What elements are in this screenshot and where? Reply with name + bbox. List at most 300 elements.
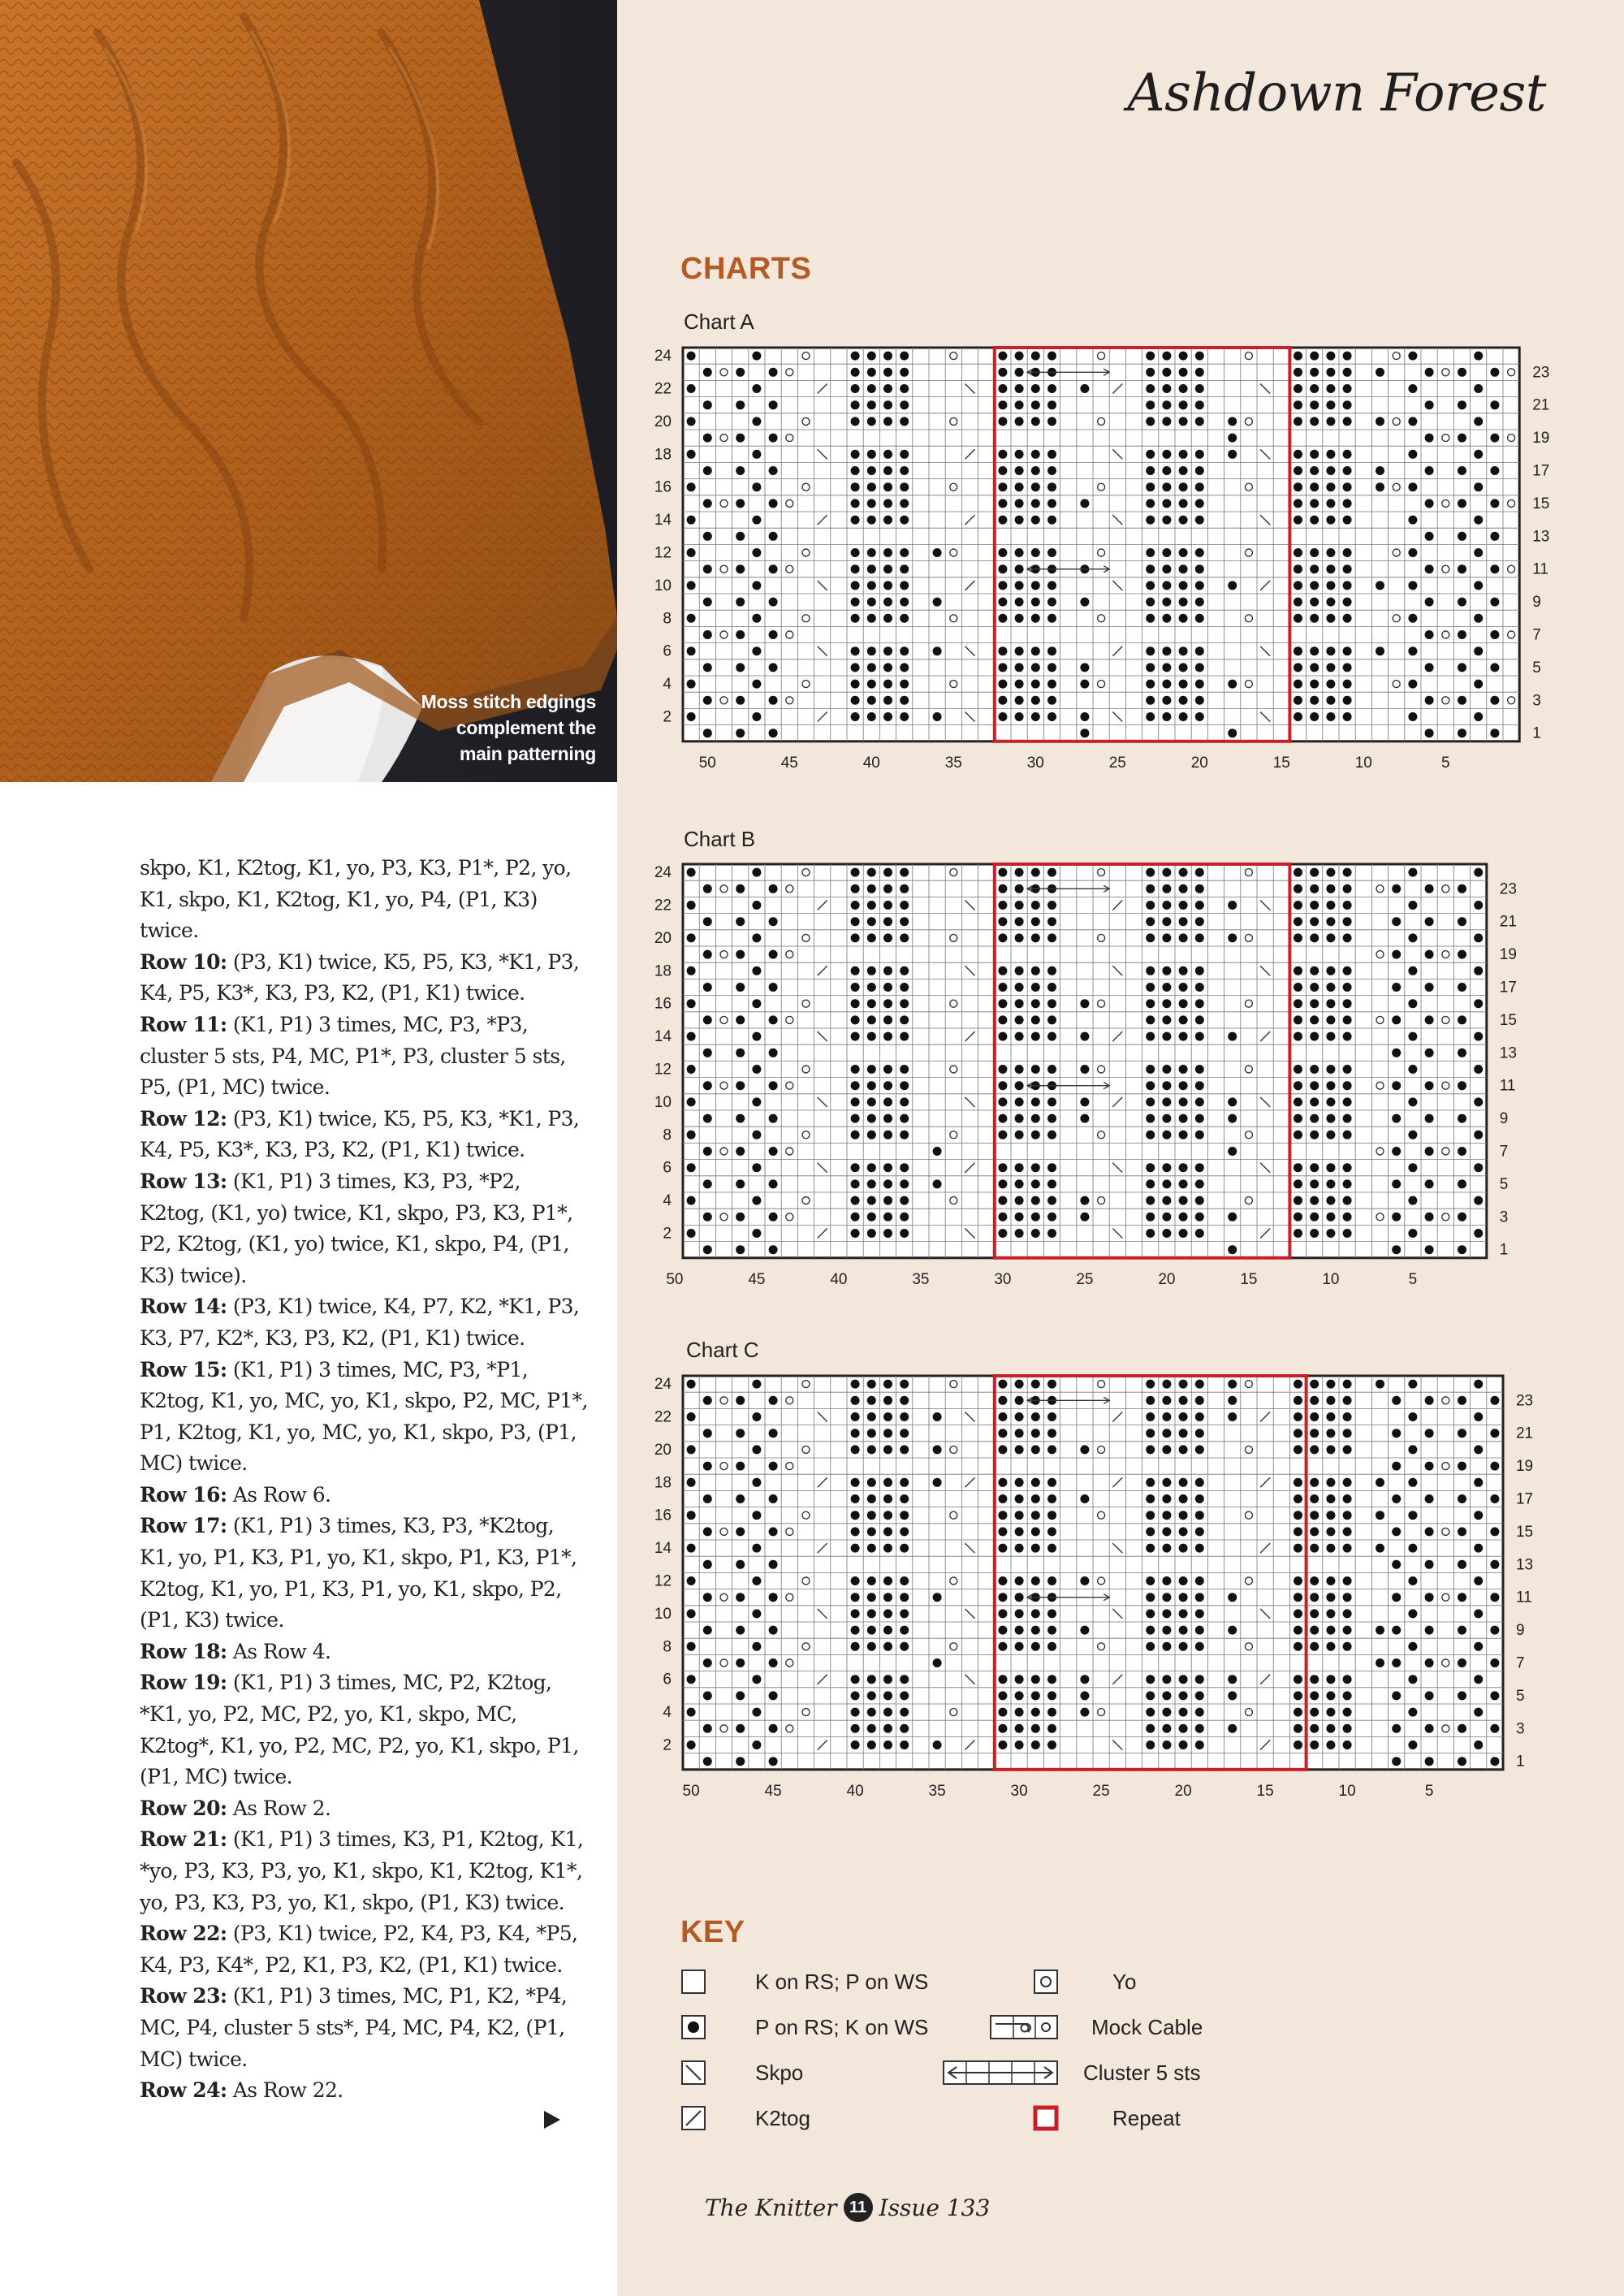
- purl-stitch: [1458, 400, 1466, 409]
- purl-stitch: [1195, 999, 1204, 1008]
- purl-stitch: [851, 400, 860, 409]
- purl-stitch: [1376, 1380, 1384, 1389]
- purl-stitch: [1408, 1740, 1417, 1749]
- purl-stitch: [1179, 868, 1188, 877]
- purl-stitch: [703, 696, 712, 705]
- purl-stitch: [1015, 548, 1024, 557]
- purl-stitch: [851, 712, 860, 721]
- purl-stitch: [1408, 901, 1417, 910]
- purl-stitch: [1294, 1396, 1302, 1405]
- purl-stitch: [703, 434, 712, 443]
- purl-stitch: [1294, 1081, 1302, 1090]
- purl-stitch: [1343, 581, 1352, 590]
- purl-stitch: [1310, 1032, 1319, 1041]
- purl-stitch: [851, 966, 860, 975]
- purl-stitch: [1326, 1380, 1335, 1389]
- purl-stitch: [1408, 1708, 1417, 1717]
- purl-stitch: [1343, 1544, 1352, 1553]
- purl-stitch: [769, 466, 778, 475]
- row-label-right: 1: [1532, 724, 1541, 742]
- purl-stitch: [1294, 1213, 1302, 1222]
- purl-stitch: [703, 532, 712, 541]
- purl-stitch: [1408, 966, 1417, 975]
- purl-stitch: [1392, 1527, 1401, 1536]
- purl-stitch: [1425, 1724, 1434, 1733]
- purl-stitch: [1343, 868, 1352, 877]
- purl-stitch: [1310, 1544, 1319, 1553]
- purl-stitch: [1294, 901, 1302, 910]
- purl-stitch: [1490, 499, 1499, 508]
- row-label-left: 6: [663, 642, 672, 660]
- purl-stitch: [1179, 966, 1188, 975]
- row-label-left: 24: [654, 1376, 672, 1394]
- purl-stitch: [1474, 868, 1483, 877]
- purl-stitch: [1310, 1708, 1319, 1717]
- purl-stitch: [1228, 1147, 1237, 1156]
- purl-stitch: [1031, 450, 1040, 459]
- purl-stitch: [933, 1445, 942, 1454]
- purl-stitch: [851, 1131, 860, 1139]
- instruction-row: [140, 1010, 591, 1104]
- purl-stitch: [900, 1131, 909, 1139]
- purl-stitch: [736, 532, 745, 541]
- purl-stitch: [1343, 1114, 1352, 1123]
- row-label: Row 22:: [140, 1922, 227, 1946]
- purl-stitch: [1047, 516, 1056, 525]
- instruction-row: [140, 1291, 591, 1354]
- purl-stitch: [1458, 1429, 1466, 1438]
- purl-stitch: [1162, 1494, 1171, 1503]
- purl-stitch: [769, 696, 778, 705]
- purl-stitch: [1015, 1544, 1024, 1553]
- purl-stitch: [867, 368, 876, 377]
- purl-stitch: [1047, 1626, 1056, 1635]
- purl-stitch: [1310, 400, 1319, 409]
- row-label-left: 14: [654, 1540, 672, 1558]
- row-label-left: 24: [654, 348, 672, 365]
- purl-stitch: [1162, 1396, 1171, 1405]
- row-label: Row 14:: [140, 1295, 227, 1319]
- purl-stitch: [1015, 1478, 1024, 1487]
- col-label: 25: [1092, 1782, 1110, 1800]
- purl-stitch: [736, 630, 745, 639]
- purl-stitch: [1195, 548, 1204, 557]
- purl-stitch: [1425, 1462, 1434, 1471]
- purl-stitch: [851, 1494, 860, 1503]
- purl-stitch: [851, 884, 860, 893]
- col-label: 50: [666, 1270, 684, 1288]
- purl-stitch: [1228, 581, 1237, 590]
- purl-stitch: [752, 1065, 761, 1074]
- purl-stitch: [1343, 663, 1352, 672]
- row-label-right: 13: [1499, 1044, 1517, 1062]
- purl-stitch: [851, 1527, 860, 1536]
- row-label-left: 10: [654, 1093, 672, 1111]
- purl-stitch: [736, 1462, 745, 1471]
- col-label: 45: [780, 754, 798, 772]
- purl-stitch: [1326, 1196, 1335, 1205]
- purl-stitch: [769, 1213, 778, 1222]
- purl-stitch: [1310, 1097, 1319, 1106]
- purl-stitch: [933, 1147, 942, 1156]
- row-label-left: 20: [654, 929, 672, 947]
- purl-stitch: [900, 1396, 909, 1405]
- row-label-right: 17: [1499, 979, 1517, 997]
- purl-stitch: [1162, 1097, 1171, 1106]
- issue-number: Issue 133: [879, 2194, 991, 2221]
- purl-stitch: [998, 1429, 1007, 1438]
- purl-stitch: [1294, 564, 1302, 573]
- purl-stitch: [1425, 663, 1434, 672]
- purl-stitch: [736, 1049, 745, 1057]
- cluster-arrow-icon: [942, 2060, 1059, 2086]
- purl-stitch: [1195, 614, 1204, 623]
- purl-stitch: [998, 1196, 1007, 1205]
- purl-stitch: [1015, 1032, 1024, 1041]
- purl-stitch: [1179, 1429, 1188, 1438]
- purl-stitch: [851, 1380, 860, 1389]
- purl-stitch: [851, 999, 860, 1008]
- purl-stitch: [1294, 680, 1302, 689]
- purl-stitch: [1310, 1131, 1319, 1139]
- purl-stitch: [1474, 1544, 1483, 1553]
- purl-stitch: [1458, 499, 1466, 508]
- purl-stitch: [1162, 1412, 1171, 1421]
- purl-stitch: [1474, 1740, 1483, 1749]
- purl-stitch: [736, 1081, 745, 1090]
- purl-stitch: [1015, 999, 1024, 1008]
- purl-stitch: [769, 630, 778, 639]
- purl-stitch: [998, 983, 1007, 992]
- purl-stitch: [1031, 548, 1040, 557]
- purl-stitch: [1015, 1527, 1024, 1536]
- purl-stitch: [1162, 966, 1171, 975]
- purl-stitch: [1015, 614, 1024, 623]
- purl-stitch: [1408, 1065, 1417, 1074]
- purl-stitch: [1228, 1724, 1237, 1733]
- col-label: 20: [1174, 1782, 1192, 1800]
- chart-a-title: Chart A: [684, 309, 754, 334]
- purl-stitch: [752, 1196, 761, 1205]
- purl-stitch: [1146, 482, 1155, 491]
- purl-stitch: [1343, 712, 1352, 721]
- purl-stitch: [687, 614, 696, 623]
- purl-stitch: [1408, 1032, 1417, 1041]
- purl-stitch: [769, 564, 778, 573]
- purl-stitch: [883, 901, 892, 910]
- purl-stitch: [900, 1478, 909, 1487]
- purl-stitch: [1343, 1691, 1352, 1700]
- purl-stitch: [1146, 1229, 1155, 1238]
- purl-stitch: [769, 1081, 778, 1090]
- purl-stitch: [998, 1445, 1007, 1454]
- purl-stitch: [1047, 450, 1056, 459]
- purl-stitch: [1326, 1527, 1335, 1536]
- purl-stitch: [1310, 1626, 1319, 1635]
- purl-stitch: [1326, 1708, 1335, 1717]
- purl-stitch: [883, 1494, 892, 1503]
- purl-stitch: [851, 1396, 860, 1405]
- purl-stitch: [900, 1429, 909, 1438]
- purl-stitch: [1310, 598, 1319, 607]
- purl-stitch: [933, 646, 942, 655]
- left-column: [0, 0, 617, 2296]
- purl-stitch: [883, 646, 892, 655]
- purl-stitch: [1392, 1626, 1401, 1635]
- purl-stitch: [867, 1065, 876, 1074]
- purl-stitch: [1080, 680, 1089, 689]
- purl-stitch: [1195, 417, 1204, 426]
- purl-stitch: [1408, 1576, 1417, 1585]
- instruction-row: [140, 1793, 591, 1825]
- purl-stitch: [1162, 1708, 1171, 1717]
- purl-stitch: [1326, 917, 1335, 926]
- purl-stitch: [1474, 417, 1483, 426]
- purl-stitch: [1474, 1708, 1483, 1717]
- purl-stitch: [1326, 646, 1335, 655]
- purl-stitch: [1310, 680, 1319, 689]
- purl-stitch: [1458, 1396, 1466, 1405]
- purl-stitch: [1031, 696, 1040, 705]
- row-label-right: 15: [1515, 1523, 1534, 1541]
- purl-stitch: [1031, 966, 1040, 975]
- purl-stitch: [769, 1462, 778, 1471]
- purl-stitch: [883, 1708, 892, 1717]
- purl-stitch: [687, 548, 696, 557]
- purl-stitch: [1458, 1560, 1466, 1569]
- continue-arrow-icon: [544, 2111, 560, 2129]
- purl-stitch: [1294, 1511, 1302, 1520]
- purl-stitch: [1408, 581, 1417, 590]
- purl-stitch: [1195, 1544, 1204, 1553]
- row-label-left: 24: [654, 864, 672, 882]
- purl-stitch: [1474, 1445, 1483, 1454]
- purl-stitch: [703, 466, 712, 475]
- purl-stitch: [1376, 482, 1384, 491]
- purl-stitch: [1031, 417, 1040, 426]
- purl-stitch: [1294, 384, 1302, 393]
- purl-stitch: [1015, 680, 1024, 689]
- purl-stitch: [1343, 646, 1352, 655]
- purl-stitch: [867, 1740, 876, 1749]
- purl-stitch: [1031, 598, 1040, 607]
- purl-stitch: [1310, 1642, 1319, 1651]
- purl-stitch: [752, 933, 761, 942]
- purl-stitch: [900, 1691, 909, 1700]
- purl-stitch: [1146, 712, 1155, 721]
- purl-stitch: [1162, 1065, 1171, 1074]
- purl-stitch: [1162, 516, 1171, 525]
- purl-stitch: [900, 1097, 909, 1106]
- purl-stitch: [1146, 966, 1155, 975]
- row-text: (K1, P1) 3 times, MC, P1, K2, *P4, MC, P4, cluster 5 sts*, P4, MC, P4, K2, (P1, MC) twice.: [140, 1984, 568, 2071]
- purl-stitch: [998, 966, 1007, 975]
- purl-stitch: [1310, 901, 1319, 910]
- purl-stitch: [998, 1642, 1007, 1651]
- purl-stitch: [1179, 450, 1188, 459]
- purl-stitch: [1326, 1131, 1335, 1139]
- row-label: Row 13:: [140, 1169, 227, 1193]
- row-text: (P3, K1) twice, K5, P5, K3, *K1, P3, K4, P5, K3*, K3, P3, K2, (P1, K1) twice.: [140, 1106, 580, 1162]
- purl-stitch: [851, 1593, 860, 1602]
- purl-stitch: [851, 1544, 860, 1553]
- purl-stitch: [1458, 917, 1466, 926]
- row-text: (K1, P1) 3 times, K3, P1, K2tog, K1, *yo, P3, K3, P3, yo, K1, skpo, K1, K2tog, K1*, yo, P3, K3, P3, yo, K1, skpo, (P1, K3) twice.: [140, 1827, 584, 1914]
- purl-stitch: [1326, 466, 1335, 475]
- purl-stitch: [1326, 663, 1335, 672]
- purl-stitch: [1343, 696, 1352, 705]
- purl-stitch: [1228, 1245, 1237, 1254]
- purl-stitch: [736, 598, 745, 607]
- purl-stitch: [1015, 417, 1024, 426]
- row-label-left: 6: [663, 1671, 672, 1688]
- purl-stitch: [1343, 1412, 1352, 1421]
- purl-stitch: [1458, 1593, 1466, 1602]
- purl-stitch: [687, 384, 696, 393]
- row-label-right: 5: [1515, 1687, 1525, 1705]
- purl-stitch: [1474, 1609, 1483, 1618]
- purl-stitch: [900, 1593, 909, 1602]
- purl-stitch: [1458, 1724, 1466, 1733]
- purl-stitch: [736, 400, 745, 409]
- purl-stitch: [1474, 1097, 1483, 1106]
- purl-stitch: [1392, 1691, 1401, 1700]
- purl-stitch: [1343, 548, 1352, 557]
- purl-stitch: [851, 868, 860, 877]
- purl-stitch: [1195, 1097, 1204, 1106]
- purl-stitch: [998, 598, 1007, 607]
- purl-stitch: [900, 564, 909, 573]
- purl-stitch: [703, 1626, 712, 1635]
- purl-stitch: [1408, 516, 1417, 525]
- purl-stitch: [1326, 1097, 1335, 1106]
- purl-stitch: [1326, 696, 1335, 705]
- purl-stitch: [1326, 1576, 1335, 1585]
- purl-stitch: [1408, 1478, 1417, 1487]
- purl-stitch: [867, 1396, 876, 1405]
- purl-stitch: [769, 1245, 778, 1254]
- purl-stitch: [1179, 1724, 1188, 1733]
- purl-stitch: [851, 1642, 860, 1651]
- chart-grid-svg: [646, 341, 1555, 777]
- purl-stitch: [1031, 1213, 1040, 1222]
- purl-stitch: [1080, 1708, 1089, 1717]
- purl-stitch: [1474, 1229, 1483, 1238]
- purl-stitch: [1080, 1114, 1089, 1123]
- purl-stitch: [1490, 564, 1499, 573]
- purl-stitch: [900, 933, 909, 942]
- purl-stitch: [867, 1412, 876, 1421]
- purl-stitch: [883, 1163, 892, 1172]
- purl-stitch: [1392, 983, 1401, 992]
- purl-stitch: [1146, 1478, 1155, 1487]
- purl-stitch: [1047, 983, 1056, 992]
- purl-stitch: [1195, 1015, 1204, 1024]
- purl-stitch: [1015, 983, 1024, 992]
- purl-stitch: [1015, 1065, 1024, 1074]
- purl-stitch: [1031, 933, 1040, 942]
- purl-stitch: [1146, 1527, 1155, 1536]
- purl-stitch: [1031, 1179, 1040, 1188]
- purl-stitch: [703, 1560, 712, 1569]
- purl-stitch: [1162, 1642, 1171, 1651]
- purl-stitch: [1294, 868, 1302, 877]
- purl-stitch: [687, 450, 696, 459]
- row-label-left: 22: [654, 897, 672, 915]
- purl-stitch: [1343, 1131, 1352, 1139]
- purl-stitch: [1047, 352, 1056, 361]
- purl-stitch: [851, 1708, 860, 1717]
- instruction-row: [140, 1667, 591, 1792]
- purl-stitch: [1310, 352, 1319, 361]
- purl-stitch: [933, 1412, 942, 1421]
- purl-stitch: [1195, 450, 1204, 459]
- purl-stitch: [752, 1708, 761, 1717]
- purl-stitch: [1408, 1675, 1417, 1684]
- purl-stitch: [1195, 917, 1204, 926]
- purl-stitch: [1162, 1527, 1171, 1536]
- purl-stitch: [1031, 1609, 1040, 1618]
- row-label: Row 23:: [140, 1984, 227, 2008]
- purl-stitch: [1179, 400, 1188, 409]
- purl-stitch: [1294, 1032, 1302, 1041]
- magazine-name: The Knitter: [705, 2194, 837, 2221]
- row-label-right: 9: [1515, 1622, 1525, 1640]
- purl-stitch: [851, 983, 860, 992]
- purl-stitch: [883, 1015, 892, 1024]
- purl-stitch: [933, 548, 942, 557]
- purl-stitch: [1474, 384, 1483, 393]
- purl-stitch: [1146, 1544, 1155, 1553]
- purl-stitch: [1179, 368, 1188, 377]
- purl-stitch: [851, 1163, 860, 1172]
- yo-circle-icon: [1033, 1969, 1059, 1995]
- purl-stitch: [998, 352, 1007, 361]
- purl-stitch: [1310, 999, 1319, 1008]
- purl-stitch: [1490, 663, 1499, 672]
- purl-stitch: [1425, 1245, 1434, 1254]
- purl-stitch: [1179, 1196, 1188, 1205]
- purl-stitch: [1294, 1163, 1302, 1172]
- purl-stitch: [1474, 581, 1483, 590]
- purl-stitch: [1179, 614, 1188, 623]
- purl-stitch: [1195, 1609, 1204, 1618]
- purl-stitch: [900, 1708, 909, 1717]
- purl-stitch: [883, 983, 892, 992]
- purl-stitch: [1031, 482, 1040, 491]
- purl-stitch: [1195, 680, 1204, 689]
- purl-stitch: [1458, 696, 1466, 705]
- purl-stitch: [1015, 917, 1024, 926]
- purl-stitch: [1162, 1081, 1171, 1090]
- purl-stitch: [1425, 1147, 1434, 1156]
- purl-stitch: [1162, 1675, 1171, 1684]
- purl-stitch: [1047, 1708, 1056, 1717]
- purl-stitch: [703, 1213, 712, 1222]
- purl-stitch: [933, 1179, 942, 1188]
- purl-stitch: [867, 1544, 876, 1553]
- purl-stitch: [1343, 1740, 1352, 1749]
- purl-stitch: [1015, 598, 1024, 607]
- purl-stitch: [1162, 1196, 1171, 1205]
- purl-stitch: [1195, 564, 1204, 573]
- purl-stitch: [1162, 482, 1171, 491]
- purl-stitch: [998, 1576, 1007, 1585]
- purl-stitch: [687, 966, 696, 975]
- purl-stitch: [1458, 1114, 1466, 1123]
- purl-stitch: [1146, 1609, 1155, 1618]
- purl-stitch: [1015, 1494, 1024, 1503]
